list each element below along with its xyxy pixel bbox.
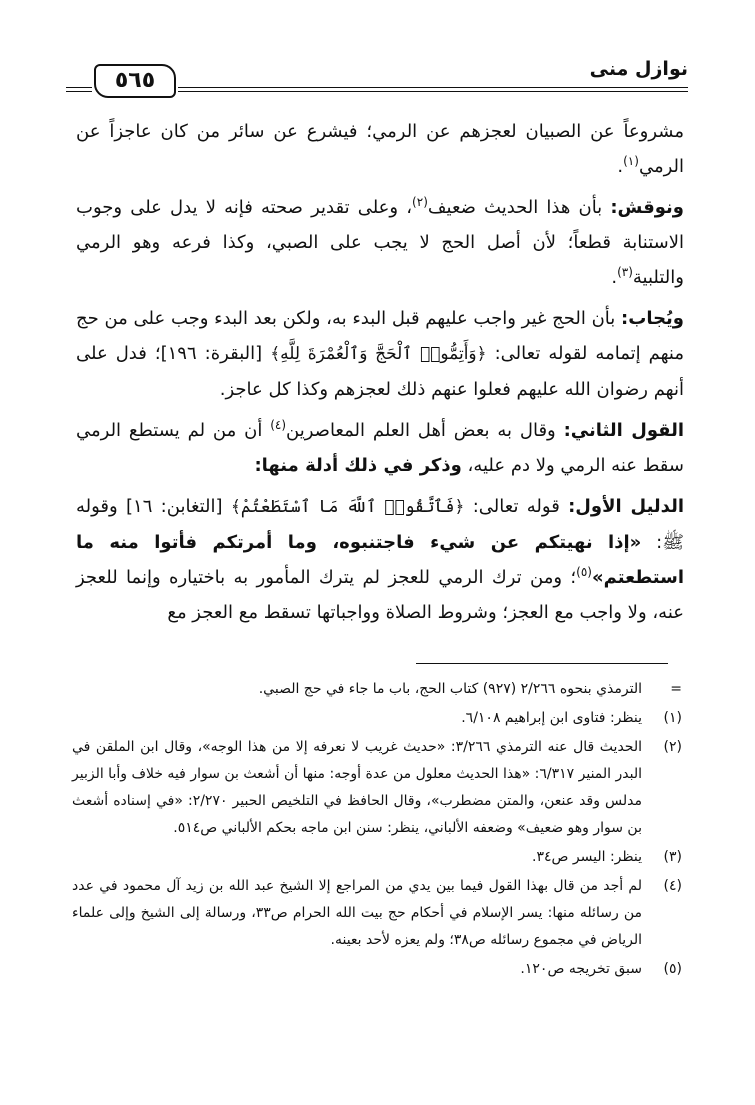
footnote-mark: = bbox=[670, 681, 682, 697]
footnote-text: سبق تخريجه ص١٢٠. bbox=[520, 961, 642, 977]
chapter-title: نوازل منى bbox=[589, 58, 688, 80]
footnote-mark: (٣) bbox=[663, 849, 682, 865]
paragraph-4-text-a: وقال به بعض أهل العلم المعاصرين bbox=[286, 420, 564, 441]
footnote-2 bbox=[72, 734, 682, 842]
hadith-quote: «إذا نهيتكم عن شيء فاجتنبوه، وما أمرتكم فأتوا منه ما استطعتم» bbox=[76, 532, 684, 588]
paragraph-5-text-b: [التغابن: ١٦] وقوله ﷺ: bbox=[76, 496, 684, 553]
footnote-mark: (٤) bbox=[663, 878, 682, 894]
second-opinion-label: القول الثاني: bbox=[563, 420, 684, 441]
evidence-intro: وذكر في ذلك أدلة منها: bbox=[254, 455, 462, 476]
first-evidence-label: الدليل الأول: bbox=[568, 496, 685, 517]
footnote-ref-2[interactable]: (٢) bbox=[412, 195, 428, 209]
paragraph-2-tail: . bbox=[611, 267, 618, 288]
footnote-1 bbox=[72, 705, 682, 732]
header-rule-right bbox=[178, 87, 688, 92]
header-rule-left bbox=[66, 87, 92, 92]
footnote-continued bbox=[72, 676, 682, 703]
paragraph-4-text-b: أن من لم يستطع الرمي سقط عنه الرمي ولا دم عليه، bbox=[76, 420, 684, 476]
footnote-3 bbox=[72, 844, 682, 871]
paragraph-4 bbox=[76, 413, 684, 483]
footnote-ref-5[interactable]: (٥) bbox=[576, 565, 592, 579]
footnote-text: ينظر: فتاوى ابن إبراهيم ٦/١٠٨. bbox=[461, 710, 642, 726]
main-text bbox=[76, 114, 684, 636]
paragraph-5-text-a: قوله تعالى: bbox=[464, 496, 569, 517]
paragraph-5-text-c: ؛ ومن ترك الرمي للعجز لم يترك المأمور به باختياره وإنما للعجز عنه، ولا واجب مع العجز؛ وشروط الصلاة وواجباتها تسقط مع العجز مع bbox=[76, 567, 684, 623]
quran-verse-taghabun: ﴿فَٱتَّقُوا۟ ٱللَّهَ مَا ٱسْتَطَعْتُمْ﴾ bbox=[230, 497, 465, 517]
footnote-text: الترمذي بنحوه ٢/٢٦٦ (٩٢٧) كتاب الحج، باب ما جاء في حج الصبي. bbox=[258, 681, 642, 697]
footnote-mark: (١) bbox=[663, 710, 682, 726]
objection-label: ونوقش: bbox=[610, 197, 684, 218]
footnote-ref-4[interactable]: (٤) bbox=[270, 418, 287, 432]
footnote-mark: (٥) bbox=[663, 961, 682, 977]
footnote-text: ينظر: اليسر ص٣٤. bbox=[532, 849, 642, 865]
page-number: ٥٦٥ bbox=[94, 64, 176, 98]
paragraph-1-tail: . bbox=[617, 156, 624, 177]
paragraph-5 bbox=[76, 489, 684, 630]
reply-label: ويُجاب: bbox=[621, 308, 684, 329]
footnote-ref-3[interactable]: (٣) bbox=[617, 265, 633, 279]
paragraph-2-text-b: ، وعلى تقدير صحته فإنه لا يدل على وجوب الاستنابة قطعاً؛ لأن أصل الحج لا يجب على الصبي، وكذا فرعه وهو الرمي والتلبية bbox=[76, 197, 684, 288]
paragraph-1 bbox=[76, 114, 684, 184]
footnote-ref-1[interactable]: (١) bbox=[623, 154, 639, 168]
footnote-5 bbox=[72, 956, 682, 983]
paragraph-3-text-b: [البقرة: ١٩٦]؛ فدل على أنهم رضوان الله عليهم فعلوا عنهم ذلك لعجزهم وكذا كل عاجز. bbox=[76, 343, 684, 400]
paragraph-2 bbox=[76, 190, 684, 295]
footnote-text: لم أجد من قال بهذا القول فيما بين يدي من المراجع إلا الشيخ عبد الله بن زيد آل محمود في عدد من رسائله منها: يسر الإسلام في أحكام حج بيت الله الحرام ص٣٣، ورسالة إلى الشيخ وإلى علماء الرياض في مجموع رسائله ص٣٨؛ ولم يعزه لأحد بعينه. bbox=[72, 878, 642, 948]
paragraph-3-text-a: بأن الحج غير واجب عليهم قبل البدء به، ولكن بعد البدء وجب على من حج منهم إتمامه لقوله تعالى: bbox=[76, 308, 684, 364]
paragraph-2-text-a: بأن هذا الحديث ضعيف bbox=[427, 197, 611, 218]
footnote-mark: (٢) bbox=[663, 739, 682, 755]
footnote-text: الحديث قال عنه الترمذي ٣/٢٦٦: «حديث غريب لا نعرفه إلا من هذا الوجه»، وقال ابن الملقن في البدر المنير ٦/٣١٧: «هذا الحديث معلول من عدة أوجه: منها أن أشعث بن سوار فيه خلاف وأبا الزبير مدلس وقد عنعن، والمتن مضطرب»، وقال الحافظ في التلخيص الحبير ٢/٢٧٠: «في إسناده أشعث بن سوار وهو ضعيف» وضعفه الألباني، ينظر: سنن ابن ماجه بحكم الألباني ص٥١٤. bbox=[72, 739, 643, 836]
footnote-separator bbox=[416, 663, 668, 664]
quran-verse-baqarah: ﴿وَأَتِمُّوا۟ ٱلْحَجَّ وَٱلْعُمْرَةَ لِلَّهِ﴾ bbox=[270, 344, 487, 364]
footnote-4 bbox=[72, 873, 682, 954]
paragraph-3 bbox=[76, 301, 684, 407]
paragraph-1-text: مشروعاً عن الصبيان لعجزهم عن الرمي؛ فيشرع عن سائر من كان عاجزاً عن الرمي bbox=[76, 121, 684, 177]
running-header bbox=[66, 52, 688, 98]
footnotes bbox=[72, 676, 682, 985]
